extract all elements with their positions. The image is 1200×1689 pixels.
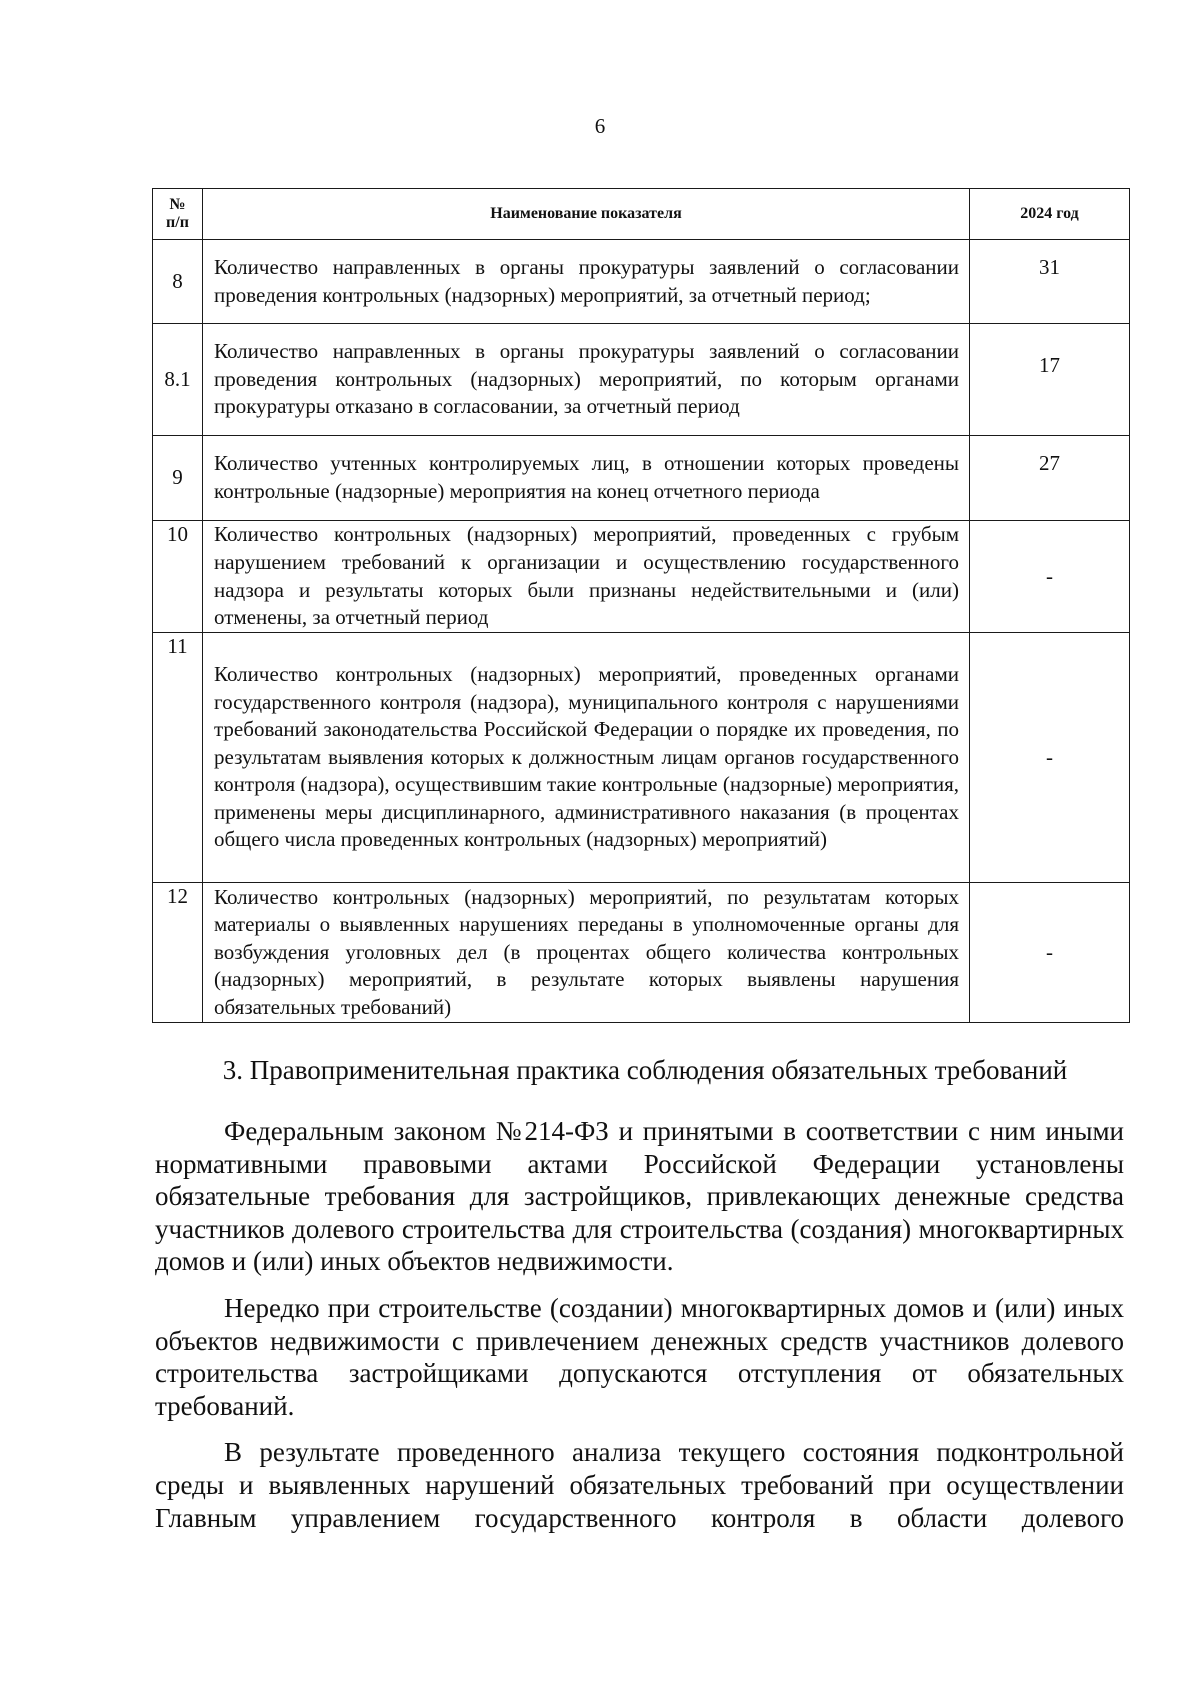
page-number: 6 <box>594 114 606 138</box>
row-num: 10 <box>153 521 203 633</box>
paragraph: В результате проведенного анализа текущего состояния подконтрольной среды и выявленных нарушений обязательных требований при осуществлении Главным управлением государственного контроля в области долевого <box>155 1437 1124 1533</box>
table-row <box>153 240 1130 324</box>
row-value: 17 <box>970 324 1130 436</box>
table-row <box>153 883 1130 1023</box>
row-num: 11 <box>153 633 203 883</box>
paragraph: Федеральным законом №214-ФЗ и принятыми в соответствии с ним иными нормативными правовыми актами Российской Федерации установлены обязательные требования для застройщиков, привлекающих денежные средства участников долевого строительства для строительства (создания) многоквартирных домов и (или) иных объектов недвижимости. <box>155 1116 1124 1277</box>
table-row <box>153 521 1130 633</box>
paragraph: Нередко при строительстве (создании) многоквартирных домов и (или) иных объектов недвижимости с привлечением денежных средств участников долевого строительства застройщиками допускаются отступления от обязательных требований. <box>155 1292 1124 1421</box>
header-num <box>153 189 203 240</box>
header-value: 2024 год <box>970 189 1130 240</box>
body-text <box>155 1115 1124 1548</box>
header-name: Наименование показателя <box>203 189 970 240</box>
row-name: Количество контрольных (надзорных) мероприятий, по результатам которых материалы о выявленных нарушениях переданы в уполномоченные органы для возбуждения уголовных дел (в процентах общего количества контрольных (надзорных) мероприятий, в результате которых выявлены нарушения обязательных требований) <box>203 883 970 1023</box>
row-value: 31 <box>970 240 1130 324</box>
table-row <box>153 633 1130 883</box>
indicators-table <box>152 188 1130 1023</box>
row-value: - <box>970 633 1130 883</box>
header-num-label: № п/п <box>166 196 189 231</box>
row-name: Количество направленных в органы прокуратуры заявлений о согласовании проведения контрольных (надзорных) мероприятий, за отчетный период; <box>203 240 970 324</box>
row-num: 12 <box>153 883 203 1023</box>
table-row <box>153 324 1130 436</box>
row-name: Количество направленных в органы прокуратуры заявлений о согласовании проведения контрольных (надзорных) мероприятий, по которым органами прокуратуры отказано в согласовании, за отчетный период <box>203 324 970 436</box>
row-value: - <box>970 883 1130 1023</box>
table-row <box>153 436 1130 521</box>
row-value: 27 <box>970 436 1130 521</box>
row-name: Количество контрольных (надзорных) мероприятий, проведенных с грубым нарушением требований к организации и осуществлению государственного надзора и результаты которых были признаны недействительными и (или) отменены, за отчетный период <box>203 521 970 633</box>
table-header-row <box>153 189 1130 240</box>
row-name: Количество учтенных контролируемых лиц, в отношении которых проведены контрольные (надзорные) мероприятия на конец отчетного периода <box>203 436 970 521</box>
row-num: 8 <box>153 240 203 324</box>
section-heading: 3. Правоприменительная практика соблюдения обязательных требований <box>222 1055 1068 1085</box>
row-num: 9 <box>153 436 203 521</box>
row-value: - <box>970 521 1130 633</box>
row-num: 8.1 <box>153 324 203 436</box>
row-name: Количество контрольных (надзорных) мероприятий, проведенных органами государственного контроля (надзора), муниципального контроля с нарушениями требований законодательства Российской Федерации о порядке их проведения, по результатам выявления которых к должностным лицам органов государственного контроля (надзора), осуществившим такие контрольные (надзорные) мероприятия, применены меры дисциплинарного, административного наказания (в процентах общего числа проведенных контрольных (надзорных) мероприятий) <box>203 633 970 883</box>
